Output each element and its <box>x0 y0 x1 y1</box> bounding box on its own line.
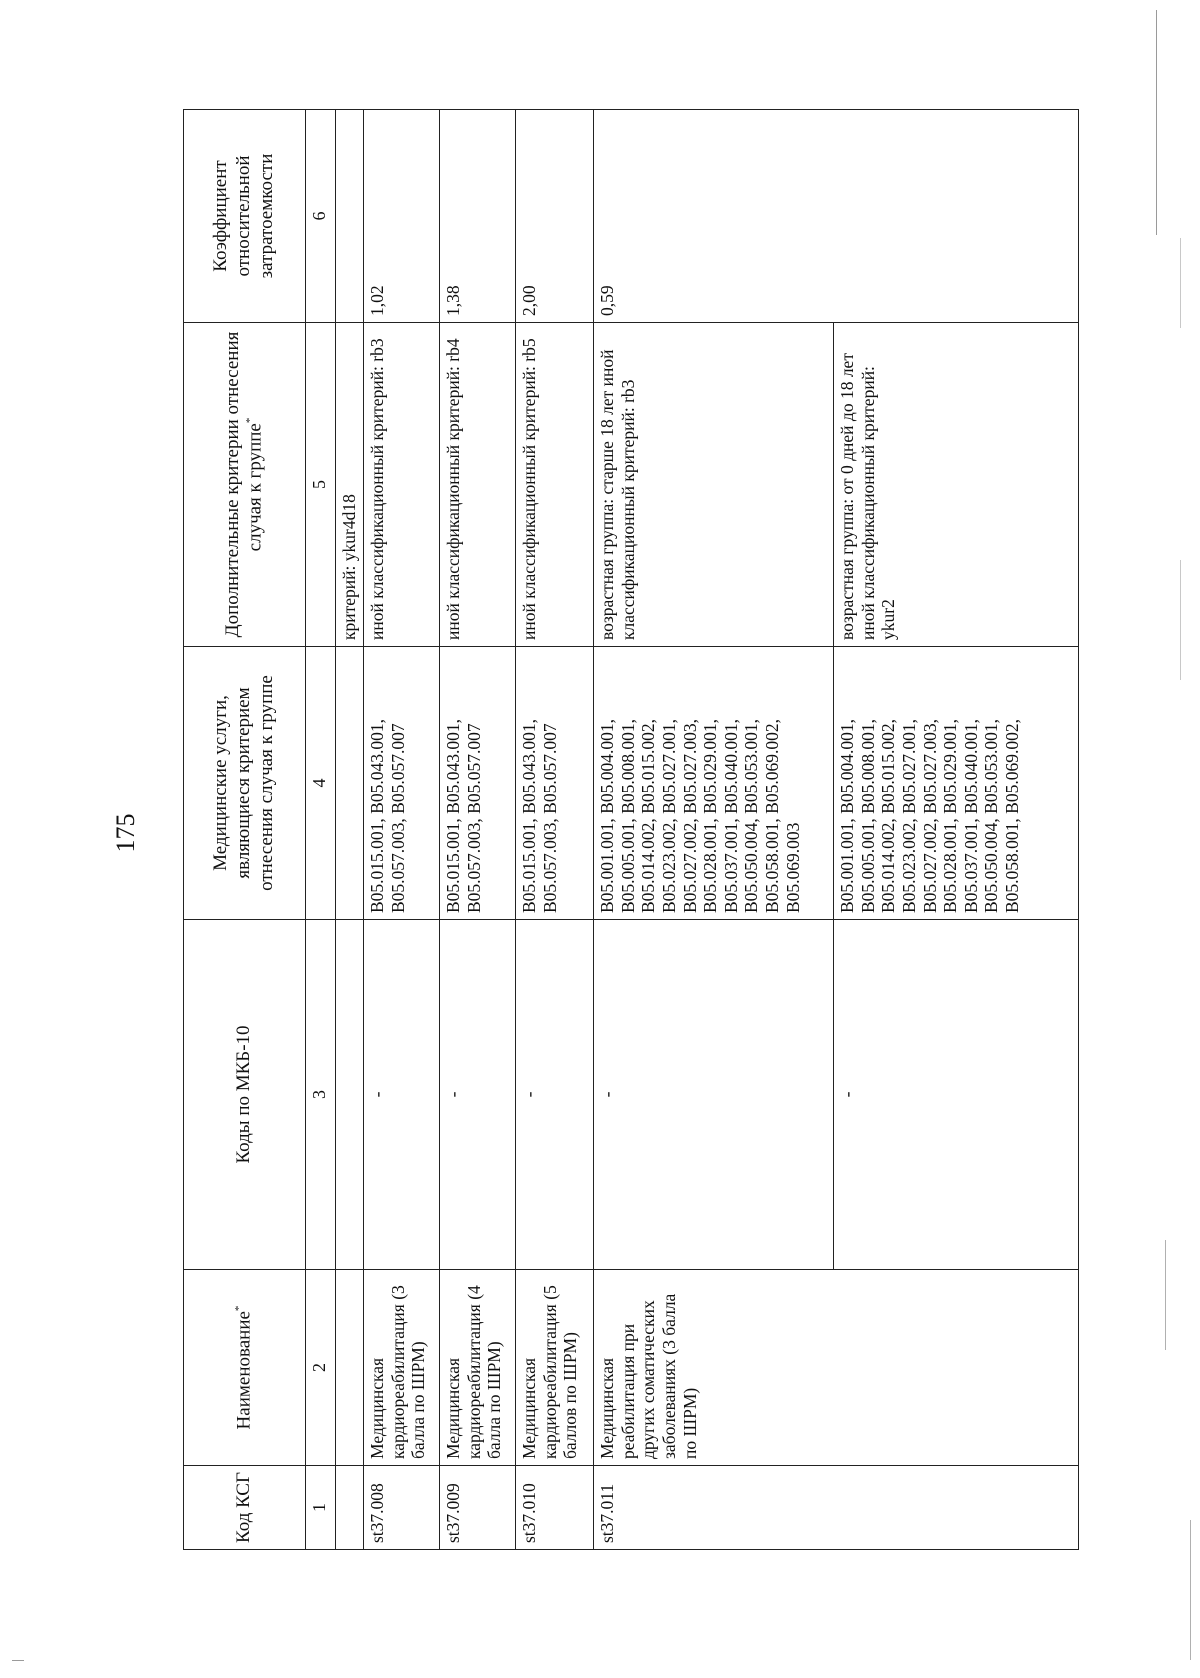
cell-icd <box>336 920 364 1270</box>
cell-icd: - <box>516 920 594 1270</box>
header-criteria <box>184 323 306 647</box>
page-number: 175 <box>111 813 140 853</box>
cell-icd: - <box>834 920 1079 1270</box>
cell-services: B05.001.001, B05.004.001, B05.005.001, B05.008.001, B05.014.002, B05.015.002, B05.023.002, B05.027.001, B05.027.002, B05.027.003, B05.028.001, B05.029.001, B05.037.001, B05.040.001, B05.050.004, B05.053.001, B05.058.001, B05.069.002, <box>834 647 1079 920</box>
header-icd: Коды по МКБ-10 <box>184 920 306 1270</box>
cell-name: Медицинская кардиореабилитация (5 баллов по ШРМ) <box>516 1270 594 1466</box>
column-number: 5 <box>306 323 336 647</box>
cell-criteria: иной классификационный критерий: rb5 <box>516 323 594 647</box>
cell-code <box>336 1466 364 1550</box>
cell-criteria: критерий: ykur4d18 <box>336 323 364 647</box>
table-row <box>594 110 834 1550</box>
cell-name <box>336 1270 364 1466</box>
header-criteria-text: Дополнительные критерии отнесения случая к группе <box>221 331 266 638</box>
cell-services: B05.001.001, B05.004.001, B05.005.001, B05.008.001, B05.014.002, B05.015.002, B05.023.002, B05.027.001, B05.027.002, B05.027.003, B05.028.001, B05.029.001, B05.037.001, B05.040.001, B05.050.004, B05.053.001, B05.058.001, B05.069.002, B05.069.003 <box>594 647 834 920</box>
cell-icd: - <box>594 920 834 1270</box>
column-number: 4 <box>306 647 336 920</box>
scan-artifact-line <box>1180 560 1181 680</box>
scan-artifact-line <box>1165 1240 1166 1350</box>
cell-coef: 1,02 <box>364 110 440 323</box>
table-row <box>440 110 516 1550</box>
header-name-text: Наименование <box>233 1311 255 1430</box>
cell-code: st37.011 <box>594 1466 1079 1550</box>
cell-icd: - <box>364 920 440 1270</box>
column-number: 2 <box>306 1270 336 1466</box>
cell-icd: - <box>440 920 516 1270</box>
header-name <box>184 1270 306 1466</box>
cell-coef <box>336 110 364 323</box>
cell-services <box>336 647 364 920</box>
ksg-table <box>183 109 1079 1550</box>
column-number: 3 <box>306 920 336 1270</box>
cell-coef: 1,38 <box>440 110 516 323</box>
cell-coef: 2,00 <box>516 110 594 323</box>
column-number-row <box>306 110 336 1550</box>
rotated-table-container <box>183 110 1078 1550</box>
scan-artifact-line <box>12 1660 24 1661</box>
footnote-mark: * <box>244 417 257 424</box>
scan-artifact-line <box>1190 1520 1191 1660</box>
cell-criteria: иной классификационный критерий: rb4 <box>440 323 516 647</box>
cell-code: st37.008 <box>364 1466 440 1550</box>
cell-services: B05.015.001, B05.043.001, B05.057.003, B05.057.007 <box>364 647 440 920</box>
scan-artifact-line <box>1180 238 1181 328</box>
cell-services: B05.015.001, B05.043.001, B05.057.003, B05.057.007 <box>516 647 594 920</box>
header-coef: Коэффициент относительной затратоемкости <box>184 110 306 323</box>
header-services: Медицинские услуги, являющиеся критерием отнесения случая к группе <box>184 647 306 920</box>
cell-criteria: возрастная группа: старше 18 лет иной классификационный критерий: rb3 <box>594 323 834 647</box>
table-row <box>364 110 440 1550</box>
table-row-continuation <box>336 110 364 1550</box>
cell-criteria: возрастная группа: от 0 дней до 18 лет иной классификационный критерий: ykur2 <box>834 323 1079 647</box>
table-row <box>516 110 594 1550</box>
cell-services: B05.015.001, B05.043.001, B05.057.003, B05.057.007 <box>440 647 516 920</box>
cell-code: st37.009 <box>440 1466 516 1550</box>
footnote-mark: * <box>232 1305 245 1312</box>
column-number: 6 <box>306 110 336 323</box>
cell-name: Медицинская реабилитация при других соматических заболеваниях (3 балла по ШРМ) <box>594 1270 1079 1466</box>
scan-artifact-line <box>1156 10 1157 235</box>
cell-criteria: иной классификационный критерий: rb3 <box>364 323 440 647</box>
cell-coef: 0,59 <box>594 110 1079 323</box>
cell-name: Медицинская кардиореабилитация (3 балла по ШРМ) <box>364 1270 440 1466</box>
cell-name: Медицинская кардиореабилитация (4 балла по ШРМ) <box>440 1270 516 1466</box>
header-code: Код КСГ <box>184 1466 306 1550</box>
column-number: 1 <box>306 1466 336 1550</box>
cell-code: st37.010 <box>516 1466 594 1550</box>
